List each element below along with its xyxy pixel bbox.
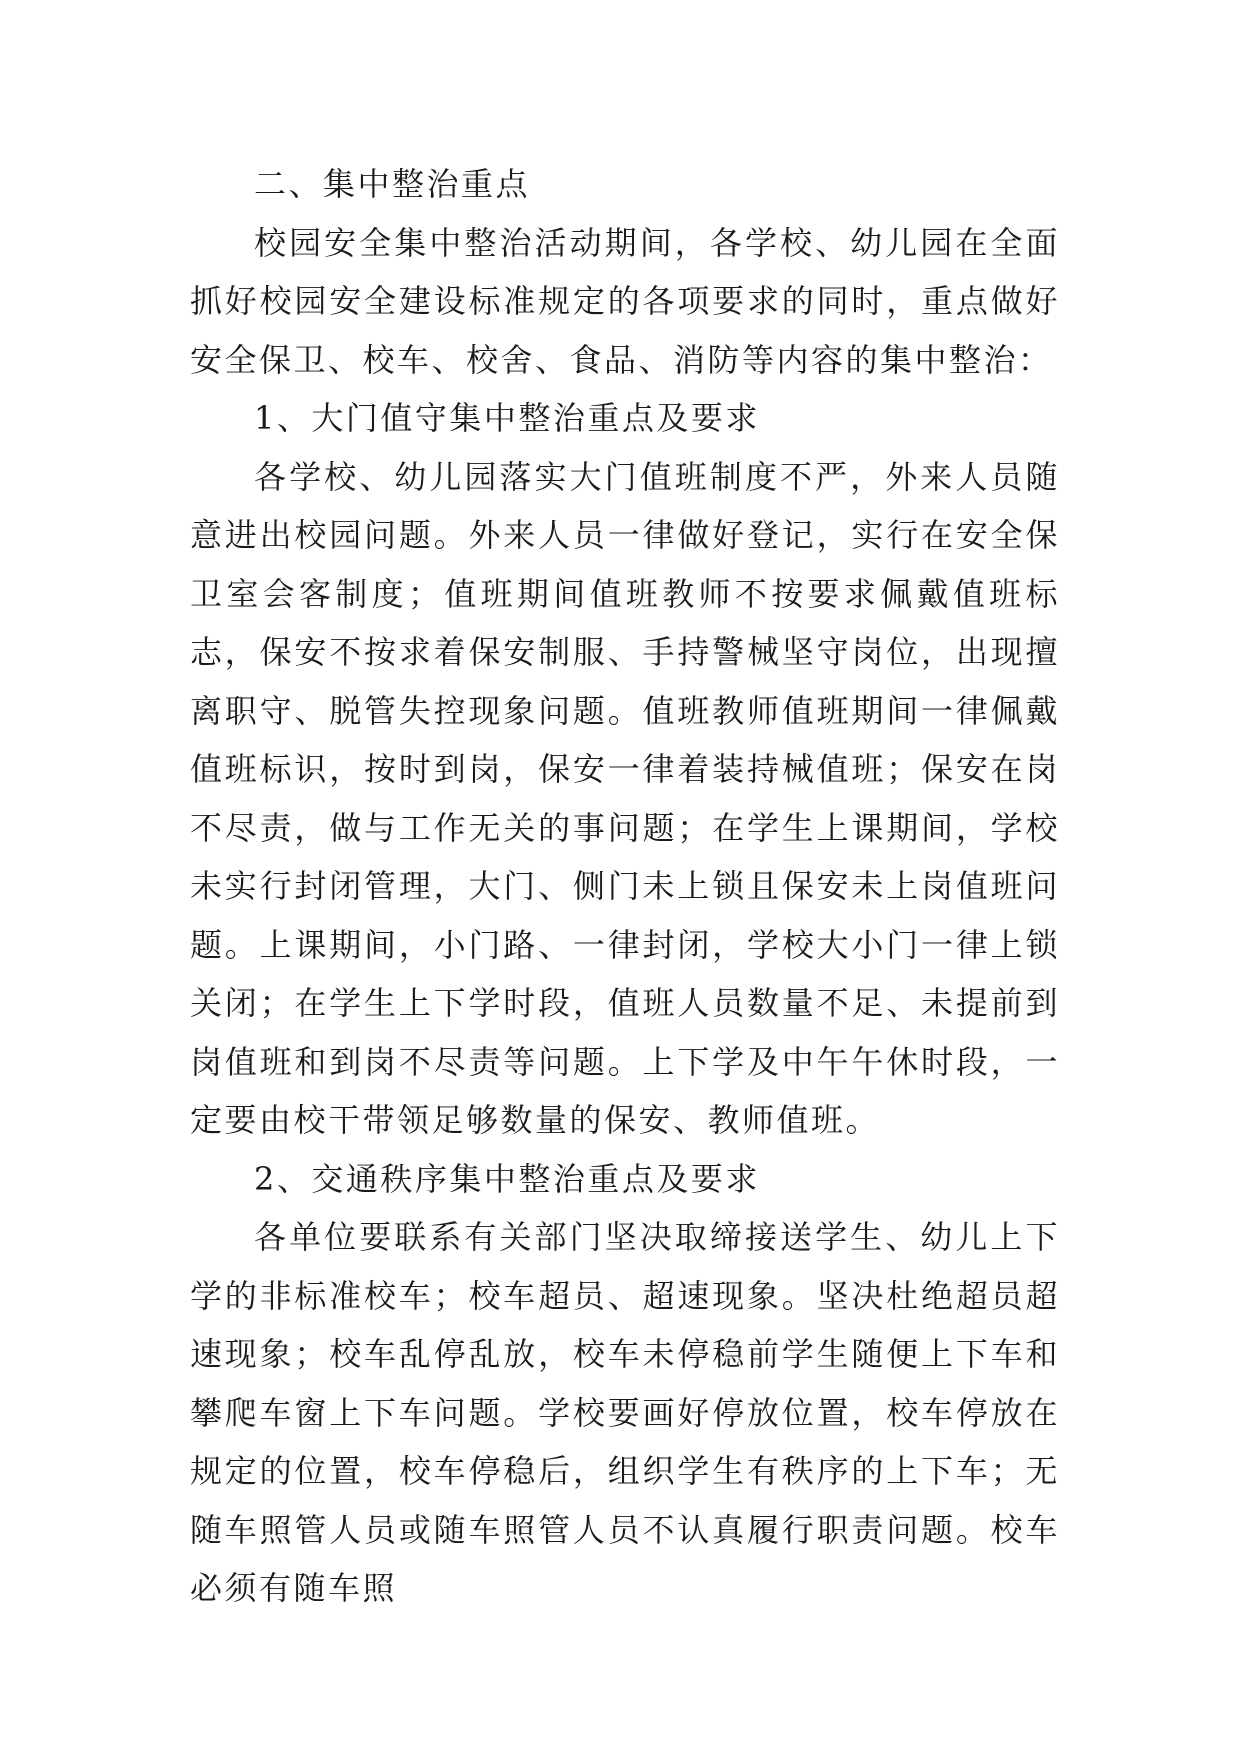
section-2-title: 2、交通秩序集中整治重点及要求 <box>254 1159 760 1198</box>
section-2-body: 各单位要联系有关部门坚决取缔接送学生、幼儿上下学的非标准校车；校车超员、超速现象。坚决杜绝超员超速现象；校车乱停乱放，校车未停稳前学生随便上下车和攀爬车窗上下车问题。学校要画好停放位置，校车停放在规定的位置，校车停稳后，组织学生有秩序的上下车；无随车照管人员或随车照管人员不认真履行职责问题。校车必须有随车照 <box>190 1218 1060 1607</box>
section-1-body: 各学校、幼儿园落实大门值班制度不严，外来人员随意进出校园问题。外来人员一律做好登记，实行在安全保卫室会客制度；值班期间值班教师不按要求佩戴值班标志，保安不按求着保安制服、手持警械坚守岗位，出现擅离职守、脱管失控现象问题。值班教师值班期间一律佩戴值班标识，按时到岗，保安一律着装持械值班；保安在岗不尽责，做与工作无关的事问题；在学生上课期间，学校未实行封闭管理，大门、侧门未上锁且保安未上岗值班问题。上课期间，小门路、一律封闭，学校大小门一律上锁关闭；在学生上下学时段，值班人员数量不足、未提前到岗值班和到岗不尽责等问题。上下学及中午午休时段，一定要由校干带领足够数量的保安、教师值班。 <box>190 457 1060 1139</box>
section-heading: 二、集中整治重点 <box>254 165 531 203</box>
section-1-title: 1、大门值守集中整治重点及要求 <box>254 399 760 437</box>
intro-paragraph: 校园安全集中整治活动期间，各学校、幼儿园在全面抓好校园安全建设标准规定的各项要求的同时，重点做好安全保卫、校车、校舍、食品、消防等内容的集中整治： <box>190 223 1060 379</box>
document-body <box>190 155 1060 1618</box>
